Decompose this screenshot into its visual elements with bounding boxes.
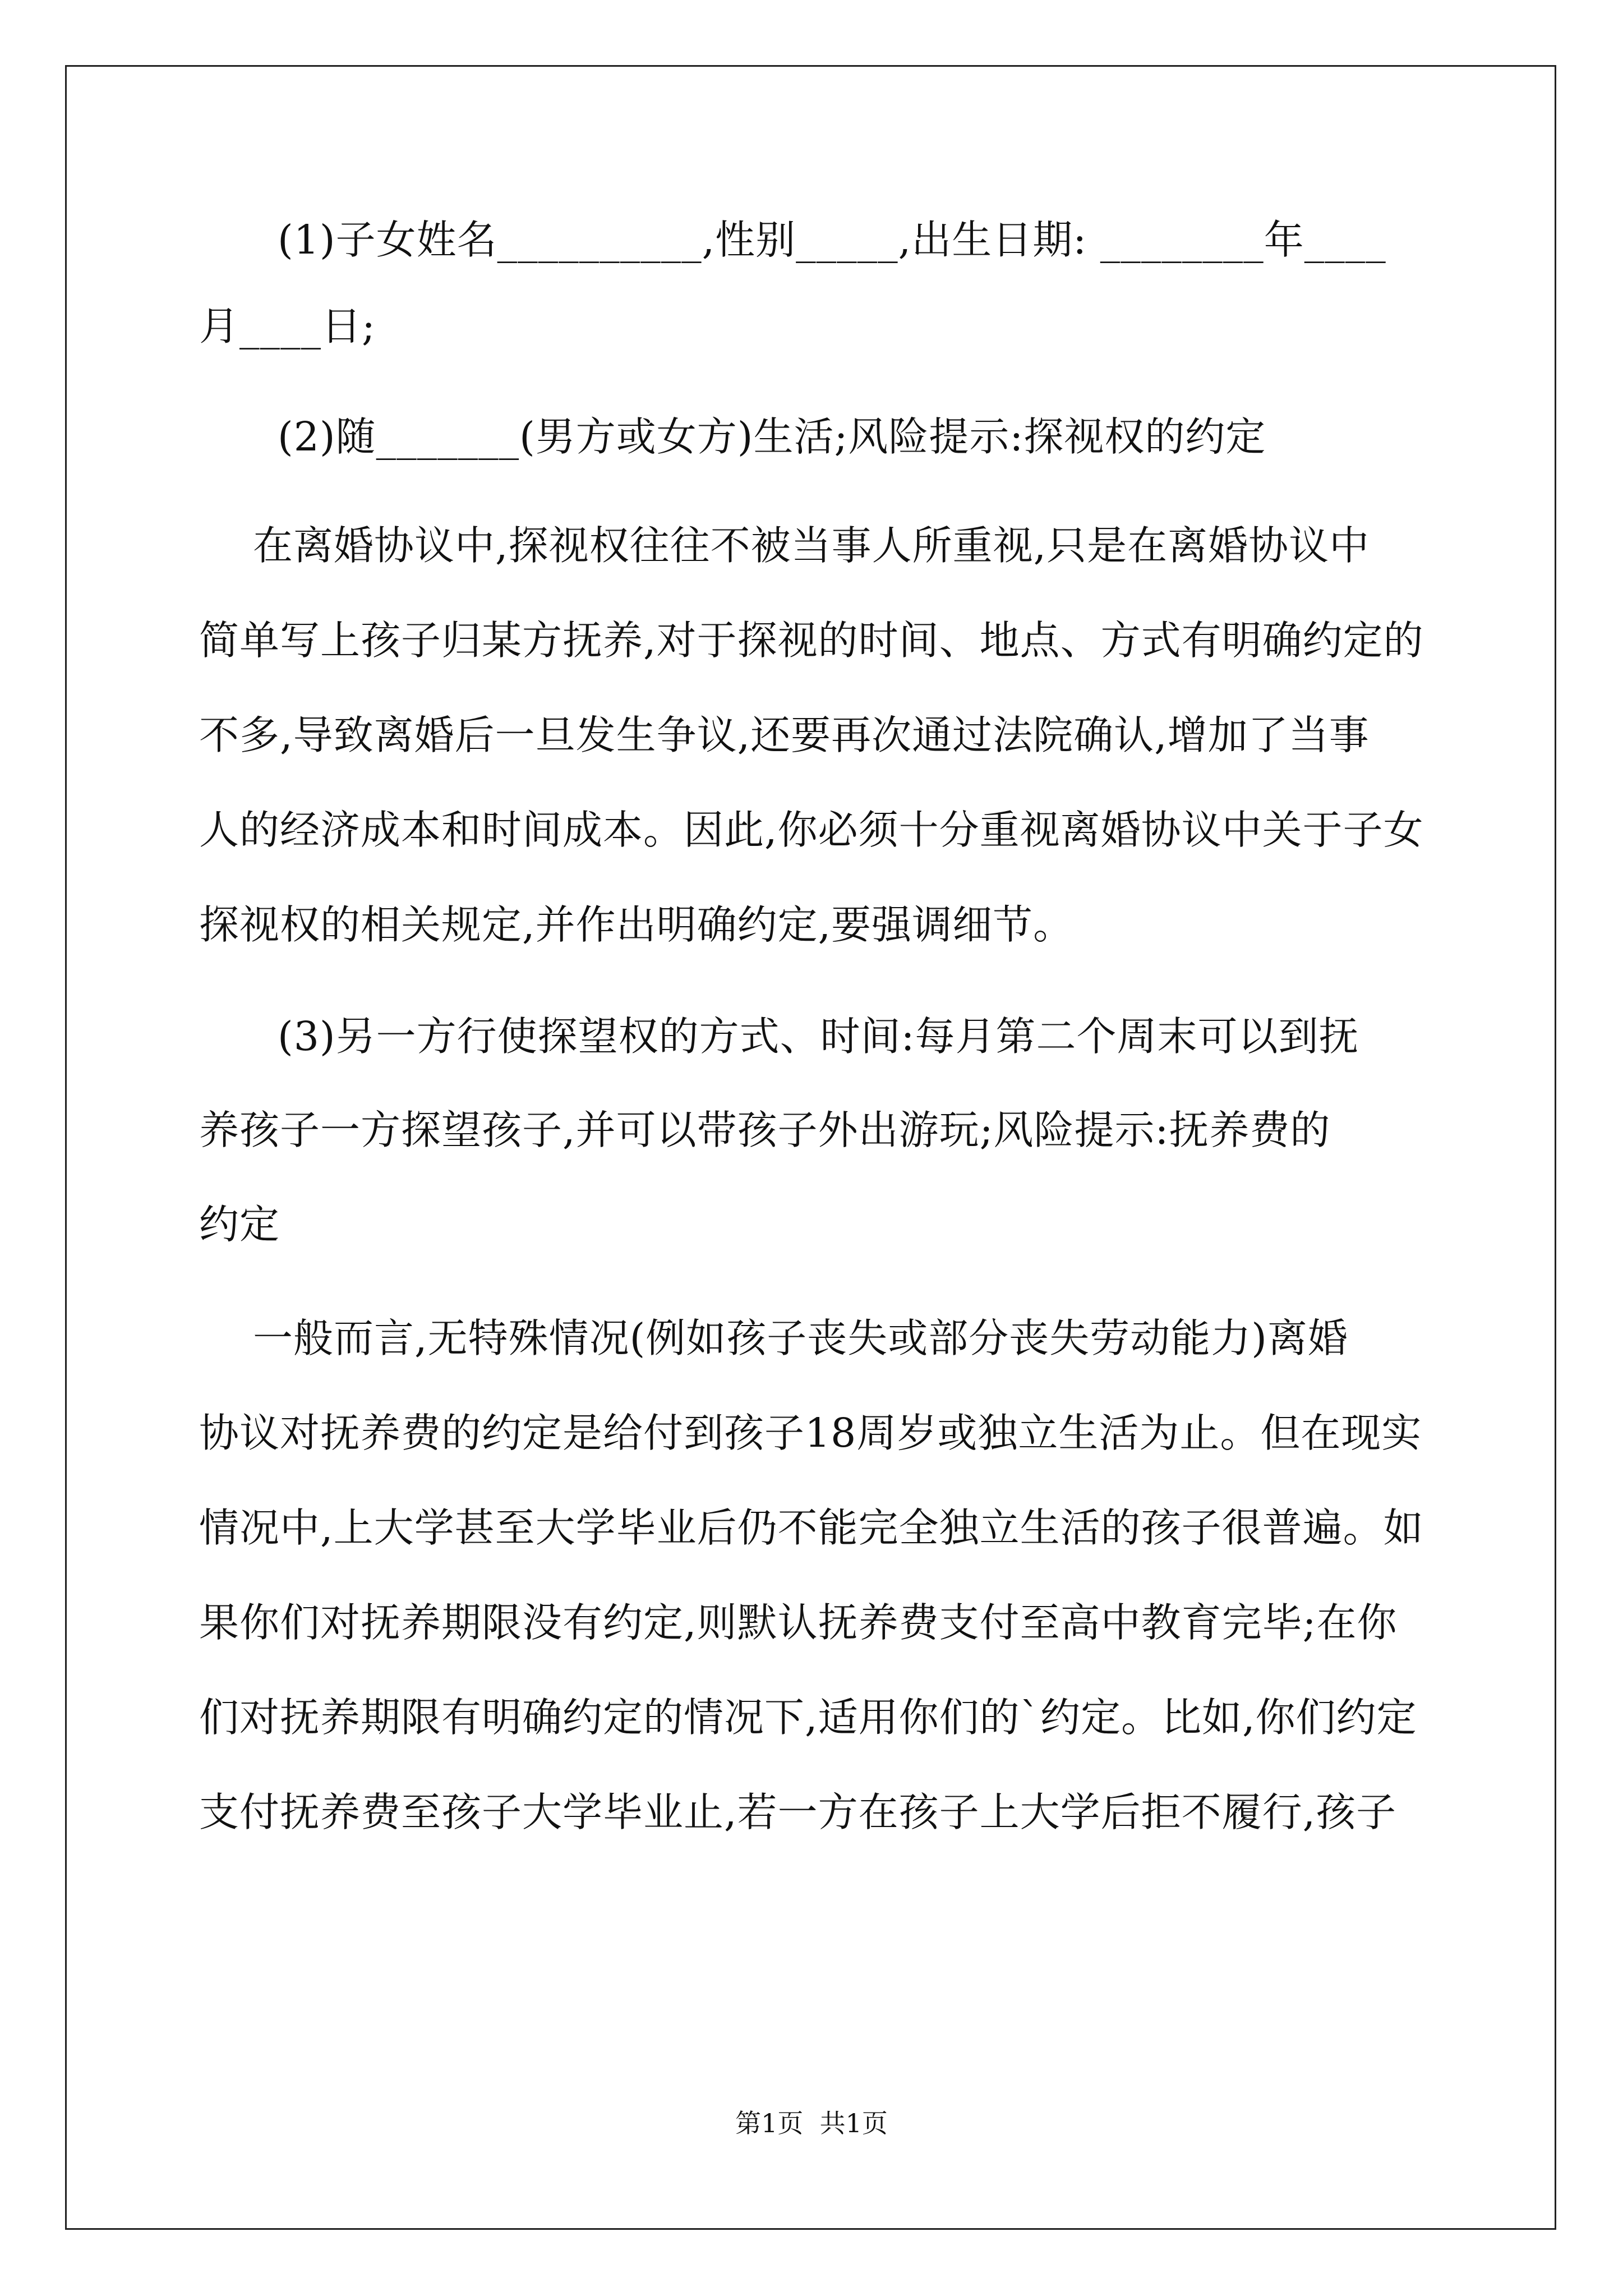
paragraph-line: 在离婚协议中,探视权往往不被当事人所重视,只是在离婚协议中 xyxy=(253,522,1370,569)
paragraph-line: 约定 xyxy=(199,1201,280,1248)
paragraph-line: (3)另一方行使探望权的方式、时间:每月第二个周末可以到抚 xyxy=(278,1013,1359,1060)
paragraph-line: 探视权的相关规定,并作出明确约定,要强调细节。 xyxy=(199,901,1074,948)
paragraph-line: 养孩子一方探望孩子,并可以带孩子外出游玩;风险提示:抚养费的 xyxy=(199,1107,1331,1153)
paragraph-line: 月____日; xyxy=(199,303,376,349)
paragraph-line: 简单写上孩子归某方抚养,对于探视的时间、地点、方式有明确约定的 xyxy=(199,617,1424,664)
paragraph-line: (2)随_______(男方或女方)生活;风险提示:探视权的约定 xyxy=(278,413,1266,460)
paragraph-line: 果你们对抚养期限没有约定,则默认抚养费支付至高中教育完毕;在你 xyxy=(199,1599,1398,1646)
paragraph-line: 人的经济成本和时间成本。因此,你必须十分重视离婚协议中关于子女 xyxy=(199,807,1424,853)
paragraph-line: 情况中,上大学甚至大学毕业后仍不能完全独立生活的孩子很普遍。如 xyxy=(199,1504,1424,1551)
paragraph-line: 们对抚养期限有明确约定的情况下,适用你们的`约定。比如,你们约定 xyxy=(199,1694,1417,1741)
paragraph-line: 支付抚养费至孩子大学毕业止,若一方在孩子上大学后拒不履行,孩子 xyxy=(199,1789,1397,1835)
paragraph-line: (1)子女姓名__________,性别_____,出生日期: ________年____ xyxy=(278,217,1386,263)
paragraph-line: 不多,导致离婚后一旦发生争议,还要再次通过法院确认,增加了当事 xyxy=(199,712,1370,758)
paragraph-line: 协议对抚养费的约定是给付到孩子18周岁或独立生活为止。但在现实 xyxy=(199,1410,1422,1456)
page-footer: 第1页 共1页 xyxy=(735,2108,888,2138)
paragraph-line: 一般而言,无特殊情况(例如孩子丧失或部分丧失劳动能力)离婚 xyxy=(253,1315,1348,1361)
